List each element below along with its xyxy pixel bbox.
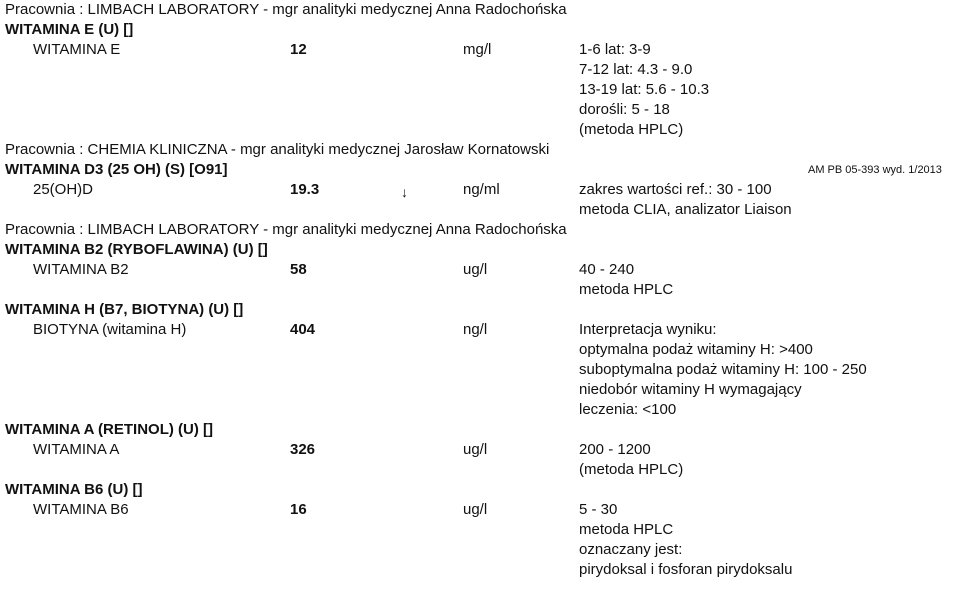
- reference-line: suboptymalna podaż witaminy H: 100 - 250: [579, 361, 867, 378]
- reference-line: niedobór witaminy H wymagający: [579, 381, 802, 398]
- result-unit: ng/ml: [463, 181, 500, 198]
- result-value: 12: [290, 41, 307, 58]
- reference-range: [579, 40, 709, 140]
- reference-range: [579, 500, 792, 580]
- reference-line: (metoda HPLC): [579, 121, 684, 138]
- test-header: [0, 160, 963, 180]
- reference-line: metoda CLIA, analizator Liaison: [579, 201, 792, 218]
- reference-range: [579, 440, 683, 480]
- reference-line: 13-19 lat: 5.6 - 10.3: [579, 81, 710, 98]
- reference-line: leczenia: <100: [579, 401, 677, 418]
- result-unit: mg/l: [463, 41, 492, 58]
- test-header-text: WITAMINA D3 (25 OH) (S) [O91]: [5, 161, 228, 178]
- reference-line: optymalna podaż witaminy H: >400: [579, 341, 813, 358]
- reference-line: zakres wartości ref.: 30 - 100: [579, 181, 772, 198]
- test-header: WITAMINA H (B7, BIOTYNA) (U) []: [5, 301, 244, 318]
- analyte-name: WITAMINA B2: [33, 261, 129, 278]
- document-code: AM PB 05-393 wyd. 1/2013: [808, 164, 942, 176]
- reference-line: 200 - 1200: [579, 441, 651, 458]
- result-value: 58: [290, 261, 307, 278]
- analyte-name: BIOTYNA (witamina H): [33, 321, 187, 338]
- reference-line: metoda HPLC: [579, 281, 674, 298]
- reference-line: 5 - 30: [579, 501, 618, 518]
- analyte-name: 25(OH)D: [33, 181, 94, 198]
- result-row: [0, 320, 963, 420]
- analyte-name: WITAMINA B6: [33, 501, 129, 518]
- analyte-name: WITAMINA A: [33, 441, 120, 458]
- result-value: 19.3: [290, 181, 320, 198]
- result-row: [0, 40, 963, 140]
- test-header: WITAMINA B2 (RYBOFLAWINA) (U) []: [5, 241, 268, 258]
- lab-name: Pracownia : LIMBACH LABORATORY - mgr analityki medycznej Anna Radochońska: [5, 1, 567, 18]
- test-header: WITAMINA A (RETINOL) (U) []: [5, 421, 214, 438]
- reference-line: metoda HPLC: [579, 521, 674, 538]
- reference-range: [579, 260, 673, 300]
- test-header: WITAMINA E (U) []: [5, 21, 134, 38]
- result-row: [0, 440, 963, 480]
- result-value: 16: [290, 501, 307, 518]
- reference-line: 1-6 lat: 3-9: [579, 41, 651, 58]
- reference-line: 7-12 lat: 4.3 - 9.0: [579, 61, 693, 78]
- test-header: WITAMINA B6 (U) []: [5, 481, 143, 498]
- result-unit: ng/l: [463, 321, 488, 338]
- result-value: 404: [290, 321, 316, 338]
- result-row: [0, 180, 963, 220]
- reference-line: (metoda HPLC): [579, 461, 684, 478]
- result-unit: ug/l: [463, 441, 488, 458]
- arrow-down-icon: ↓: [401, 184, 408, 200]
- reference-line: 40 - 240: [579, 261, 635, 278]
- result-value: 326: [290, 441, 316, 458]
- reference-range: [579, 320, 867, 420]
- reference-line: dorośli: 5 - 18: [579, 101, 670, 118]
- result-row: [0, 500, 963, 580]
- analyte-name: WITAMINA E: [33, 41, 121, 58]
- lab-name: Pracownia : CHEMIA KLINICZNA - mgr analityki medycznej Jarosław Kornatowski: [5, 141, 550, 158]
- result-row: [0, 260, 963, 300]
- reference-line: pirydoksal i fosforan pirydoksalu: [579, 561, 793, 578]
- reference-line: oznaczany jest:: [579, 541, 683, 558]
- reference-line: Interpretacja wyniku:: [579, 321, 717, 338]
- reference-range: [579, 180, 792, 220]
- result-unit: ug/l: [463, 501, 488, 518]
- lab-name: Pracownia : LIMBACH LABORATORY - mgr analityki medycznej Anna Radochońska: [5, 221, 567, 238]
- result-unit: ug/l: [463, 261, 488, 278]
